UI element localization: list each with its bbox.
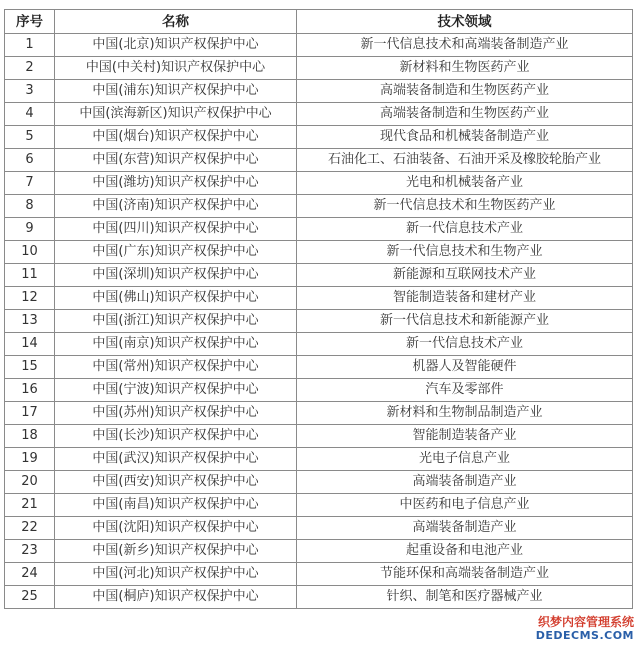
cell-name: 中国(苏州)知识产权保护中心 [55, 402, 297, 425]
cell-index: 6 [5, 149, 55, 172]
cell-name: 中国(佛山)知识产权保护中心 [55, 287, 297, 310]
table-row [5, 80, 633, 103]
cell-name: 中国(烟台)知识产权保护中心 [55, 126, 297, 149]
cell-index: 21 [5, 494, 55, 517]
cell-field: 高端装备制造和生物医药产业 [297, 80, 633, 103]
cell-field: 高端装备制造产业 [297, 471, 633, 494]
watermark-title: 织梦内容管理系统 [537, 615, 634, 629]
cell-field: 起重设备和电池产业 [297, 540, 633, 563]
cell-field: 新材料和生物医药产业 [297, 57, 633, 80]
cell-index: 13 [5, 310, 55, 333]
cell-index: 2 [5, 57, 55, 80]
cell-name: 中国(北京)知识产权保护中心 [55, 34, 297, 57]
cell-index: 11 [5, 264, 55, 287]
cell-index: 12 [5, 287, 55, 310]
table-row [5, 333, 633, 356]
cell-name: 中国(常州)知识产权保护中心 [55, 356, 297, 379]
cell-field: 新一代信息技术和新能源产业 [297, 310, 633, 333]
cell-index: 15 [5, 356, 55, 379]
cell-field: 智能制造装备和建材产业 [297, 287, 633, 310]
cell-index: 1 [5, 34, 55, 57]
cell-field: 智能制造装备产业 [297, 425, 633, 448]
cell-index: 18 [5, 425, 55, 448]
cell-field: 现代食品和机械装备制造产业 [297, 126, 633, 149]
header-field: 技术领域 [297, 10, 633, 34]
cell-field: 石油化工、石油装备、石油开采及橡胶轮胎产业 [297, 149, 633, 172]
table-row [5, 264, 633, 287]
cell-name: 中国(南京)知识产权保护中心 [55, 333, 297, 356]
watermark [536, 616, 634, 642]
cell-index: 4 [5, 103, 55, 126]
cell-field: 汽车及零部件 [297, 379, 633, 402]
cell-name: 中国(新乡)知识产权保护中心 [55, 540, 297, 563]
table-row [5, 218, 633, 241]
cell-index: 19 [5, 448, 55, 471]
cell-field: 光电子信息产业 [297, 448, 633, 471]
table-row [5, 379, 633, 402]
table-row [5, 471, 633, 494]
table-row [5, 448, 633, 471]
cell-field: 中医药和电子信息产业 [297, 494, 633, 517]
cell-index: 16 [5, 379, 55, 402]
cell-name: 中国(河北)知识产权保护中心 [55, 563, 297, 586]
table-row [5, 402, 633, 425]
header-name: 名称 [55, 10, 297, 34]
cell-field: 高端装备制造产业 [297, 517, 633, 540]
cell-field: 针织、制笔和医疗器械产业 [297, 586, 633, 609]
cell-name: 中国(浦东)知识产权保护中心 [55, 80, 297, 103]
cell-field: 新一代信息技术和生物医药产业 [297, 195, 633, 218]
cell-name: 中国(滨海新区)知识产权保护中心 [55, 103, 297, 126]
table-row [5, 34, 633, 57]
cell-field: 新一代信息技术产业 [297, 218, 633, 241]
table-row [5, 149, 633, 172]
table-row [5, 425, 633, 448]
cell-index: 3 [5, 80, 55, 103]
cell-index: 9 [5, 218, 55, 241]
table-row [5, 172, 633, 195]
cell-name: 中国(西安)知识产权保护中心 [55, 471, 297, 494]
cell-name: 中国(桐庐)知识产权保护中心 [55, 586, 297, 609]
cell-field: 节能环保和高端装备制造产业 [297, 563, 633, 586]
cell-name: 中国(中关村)知识产权保护中心 [55, 57, 297, 80]
cell-name: 中国(武汉)知识产权保护中心 [55, 448, 297, 471]
cell-index: 24 [5, 563, 55, 586]
table-row [5, 287, 633, 310]
cell-name: 中国(南昌)知识产权保护中心 [55, 494, 297, 517]
cell-name: 中国(宁波)知识产权保护中心 [55, 379, 297, 402]
table-row [5, 126, 633, 149]
cell-field: 新材料和生物制品制造产业 [297, 402, 633, 425]
cell-name: 中国(东营)知识产权保护中心 [55, 149, 297, 172]
table-row [5, 195, 633, 218]
ip-protection-centers-table [4, 9, 633, 609]
cell-index: 23 [5, 540, 55, 563]
cell-field: 机器人及智能硬件 [297, 356, 633, 379]
table-row [5, 517, 633, 540]
cell-name: 中国(深圳)知识产权保护中心 [55, 264, 297, 287]
cell-index: 10 [5, 241, 55, 264]
cell-name: 中国(长沙)知识产权保护中心 [55, 425, 297, 448]
cell-name: 中国(广东)知识产权保护中心 [55, 241, 297, 264]
table-row [5, 494, 633, 517]
cell-index: 17 [5, 402, 55, 425]
table-row [5, 241, 633, 264]
cell-index: 22 [5, 517, 55, 540]
cell-field: 高端装备制造和生物医药产业 [297, 103, 633, 126]
cell-field: 新能源和互联网技术产业 [297, 264, 633, 287]
table-row [5, 310, 633, 333]
header-index: 序号 [5, 10, 55, 34]
cell-name: 中国(四川)知识产权保护中心 [55, 218, 297, 241]
table-row [5, 540, 633, 563]
cell-index: 14 [5, 333, 55, 356]
table-row [5, 356, 633, 379]
cell-name: 中国(济南)知识产权保护中心 [55, 195, 297, 218]
table-row [5, 103, 633, 126]
cell-field: 光电和机械装备产业 [297, 172, 633, 195]
watermark-domain: DEDECMS.COM [535, 629, 634, 642]
cell-index: 7 [5, 172, 55, 195]
cell-index: 8 [5, 195, 55, 218]
cell-field: 新一代信息技术和生物产业 [297, 241, 633, 264]
cell-name: 中国(浙江)知识产权保护中心 [55, 310, 297, 333]
table-row [5, 563, 633, 586]
table-row [5, 57, 633, 80]
cell-name: 中国(潍坊)知识产权保护中心 [55, 172, 297, 195]
cell-index: 20 [5, 471, 55, 494]
cell-field: 新一代信息技术和高端装备制造产业 [297, 34, 633, 57]
table-row [5, 586, 633, 609]
cell-field: 新一代信息技术产业 [297, 333, 633, 356]
cell-index: 25 [5, 586, 55, 609]
table-header-row [5, 10, 633, 34]
cell-index: 5 [5, 126, 55, 149]
cell-name: 中国(沈阳)知识产权保护中心 [55, 517, 297, 540]
